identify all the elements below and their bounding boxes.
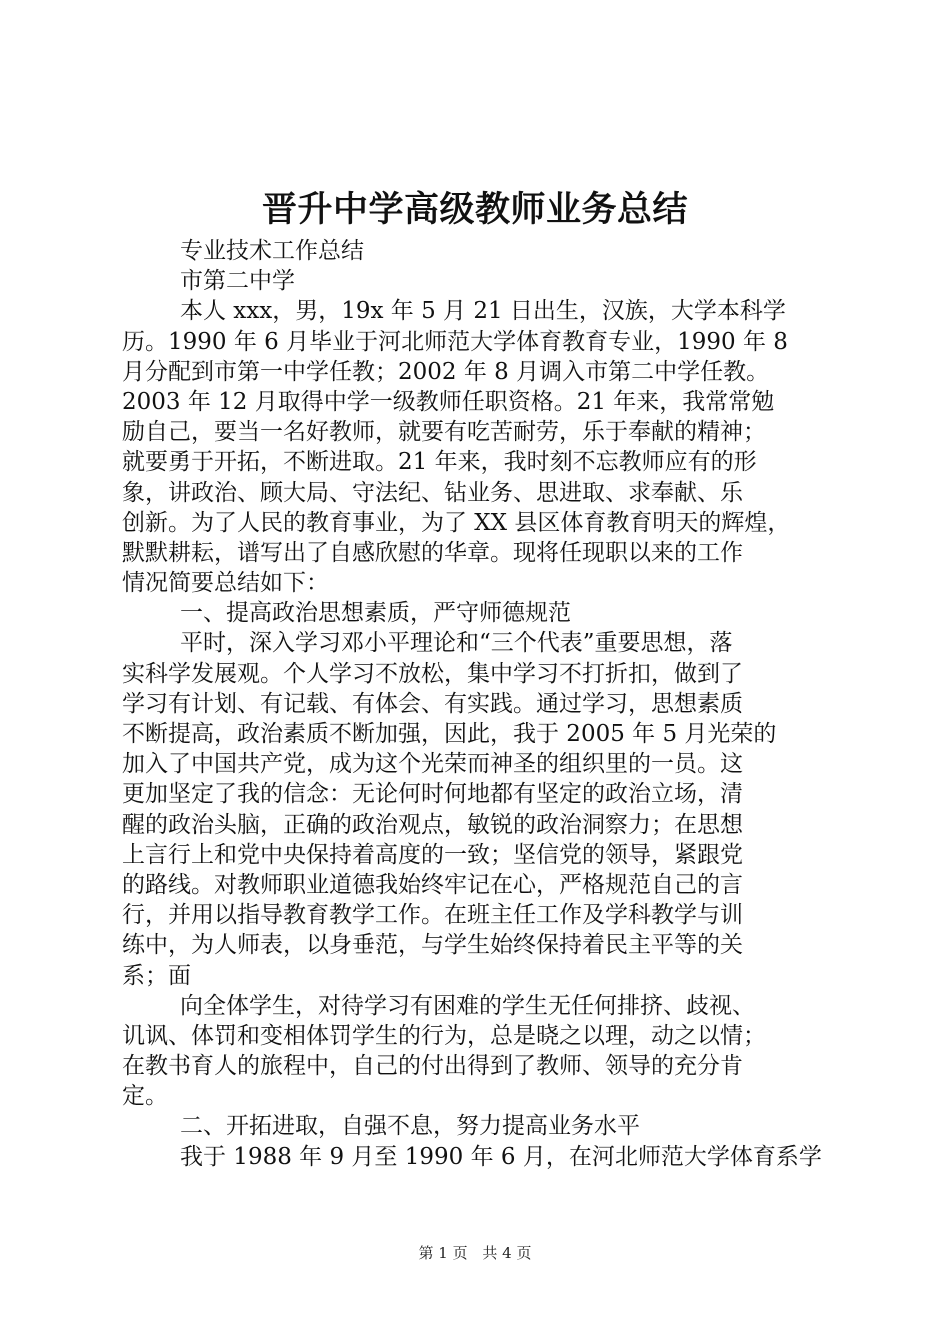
text-line: 励自己，要当一名好教师，就要有吃苦耐劳，乐于奉献的精神； xyxy=(122,419,766,446)
text-line: 实科学发展观。个人学习不放松，集中学习不打折扣，做到了 xyxy=(122,660,743,687)
text-line: 月分配到市第一中学任教；2002 年 8 月调入市第二中学任教。 xyxy=(122,358,770,385)
text-line: 历。1990 年 6 月毕业于河北师范大学体育教育专业，1990 年 8 xyxy=(122,328,788,355)
text-line: 2003 年 12 月取得中学一级教师任职资格。21 年来，我常常勉 xyxy=(122,388,775,415)
text-line: 更加坚定了我的信念：无论何时何地都有坚定的政治立场，清 xyxy=(122,781,743,808)
text-line: 醒的政治头脑，正确的政治观点，敏锐的政治洞察力；在思想 xyxy=(122,811,743,838)
text-line: 学习有计划、有记载、有体会、有实践。通过学习，思想素质 xyxy=(122,690,743,717)
text-line: 上言行上和党中央保持着高度的一致；坚信党的领导，紧跟党 xyxy=(122,841,743,868)
text-line: 创新。为了人民的教育事业，为了 XX 县区体育教育明天的辉煌， xyxy=(122,509,791,536)
text-line: 情况简要总结如下： xyxy=(122,570,329,597)
text-line: 不断提高，政治素质不断加强，因此，我于 2005 年 5 月光荣的 xyxy=(122,721,777,747)
text-line: 就要勇于开拓，不断进取。21 年来，我时刻不忘教师应有的形 xyxy=(122,449,757,476)
text-line: 二、开拓进取，自强不息，努力提高业务水平 xyxy=(180,1113,640,1140)
text-line: 加入了中国共产党，成为这个光荣而神圣的组织里的一员。这 xyxy=(122,751,743,778)
text-line: 在教书育人的旅程中，自己的付出得到了教师、领导的充分肯 xyxy=(122,1053,743,1080)
text-line: 的路线。对教师职业道德我始终牢记在心，严格规范自己的言 xyxy=(122,871,743,898)
text-line: 我于 1988 年 9 月至 1990 年 6 月，在河北师范大学体育系学 xyxy=(180,1143,822,1170)
text-line: 市第二中学 xyxy=(180,268,295,295)
page-number: 第 1 页 xyxy=(418,1244,468,1262)
document-title: 晋升中学高级教师业务总结 xyxy=(261,190,688,230)
text-line: 练中，为人师表，以身垂范，与学生始终保持着民主平等的关 xyxy=(122,932,743,959)
text-line: 系；面 xyxy=(122,962,191,989)
text-line: 默默耕耘，谱写出了自感欣慰的华章。现将任现职以来的工作 xyxy=(122,539,743,566)
text-line: 平时，深入学习邓小平理论和“三个代表”重要思想，落 xyxy=(180,630,733,657)
document-body xyxy=(122,236,842,1172)
text-line: 专业技术工作总结 xyxy=(180,238,364,264)
text-line: 定。 xyxy=(122,1083,168,1110)
text-line: 一、提高政治思想素质，严守师德规范 xyxy=(180,600,571,627)
page-footer xyxy=(0,1242,950,1264)
text-line: 本人 xxx，男，19x 年 5 月 21 日出生，汉族，大学本科学 xyxy=(180,298,786,325)
text-line: 象，讲政治、顾大局、守法纪、钻业务、思进取、求奉献、乐 xyxy=(122,479,743,506)
text-line: 向全体学生，对待学习有困难的学生无任何排挤、歧视、 xyxy=(180,992,755,1019)
page-total: 共 4 页 xyxy=(482,1244,532,1262)
text-line: 讥讽、体罚和变相体罚学生的行为，总是晓之以理，动之以情； xyxy=(122,1022,766,1049)
text-line: 行，并用以指导教育教学工作。在班主任工作及学科教学与训 xyxy=(122,902,743,929)
